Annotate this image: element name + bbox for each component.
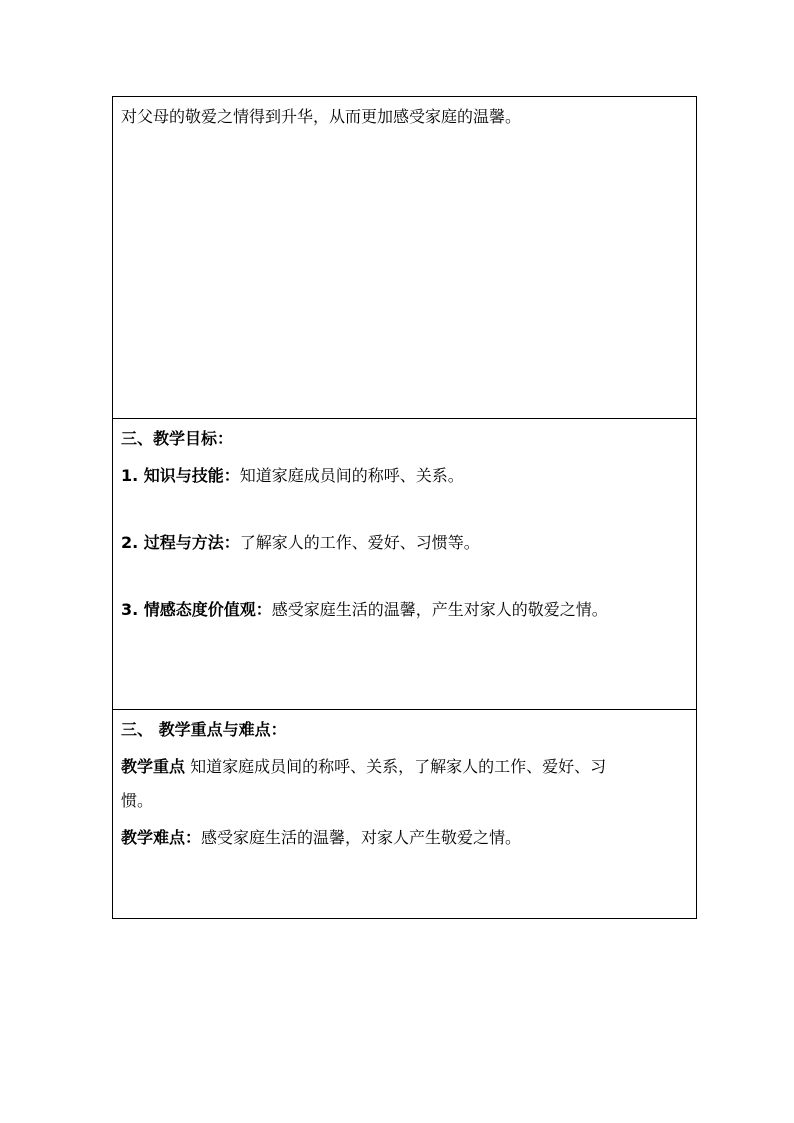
objective-process: [121, 533, 696, 553]
objective-text: 了解家人的工作、爱好、习惯等。: [239, 533, 480, 552]
key-points-heading: 三、 教学重点与难点：: [121, 720, 287, 739]
difficulty-label: 教学难点：: [121, 828, 202, 847]
objective-label: 3. 情感态度价值观：: [121, 600, 272, 619]
intro-text: 对父母的敬爱之情得到升华，从而更加感受家庭的温馨。: [121, 107, 522, 126]
difficulty-text: 感受家庭生活的温馨，对家人产生敬爱之情。: [201, 828, 522, 847]
lesson-plan-table: [112, 96, 697, 919]
objective-text: 知道家庭成员间的称呼、关系。: [239, 466, 464, 485]
intro-cell: [113, 97, 696, 419]
objectives-heading: 三、教学目标：: [121, 429, 234, 448]
objectives-cell: [113, 419, 696, 710]
objective-emotion: [121, 600, 696, 620]
objective-knowledge: [121, 466, 696, 486]
focus-label: 教学重点: [121, 757, 186, 776]
focus-text-line1: 知道家庭成员间的称呼、关系，了解家人的工作、爱好、习: [185, 757, 607, 776]
key-points-cell: [113, 710, 696, 918]
objective-text: 感受家庭生活的温馨，产生对家人的敬爱之情。: [271, 600, 608, 619]
teaching-difficulty: [121, 828, 696, 848]
teaching-focus: [121, 757, 696, 777]
objective-label: 1. 知识与技能：: [121, 466, 240, 485]
objective-label: 2. 过程与方法：: [121, 533, 240, 552]
focus-text-line2: 惯。: [121, 791, 154, 810]
